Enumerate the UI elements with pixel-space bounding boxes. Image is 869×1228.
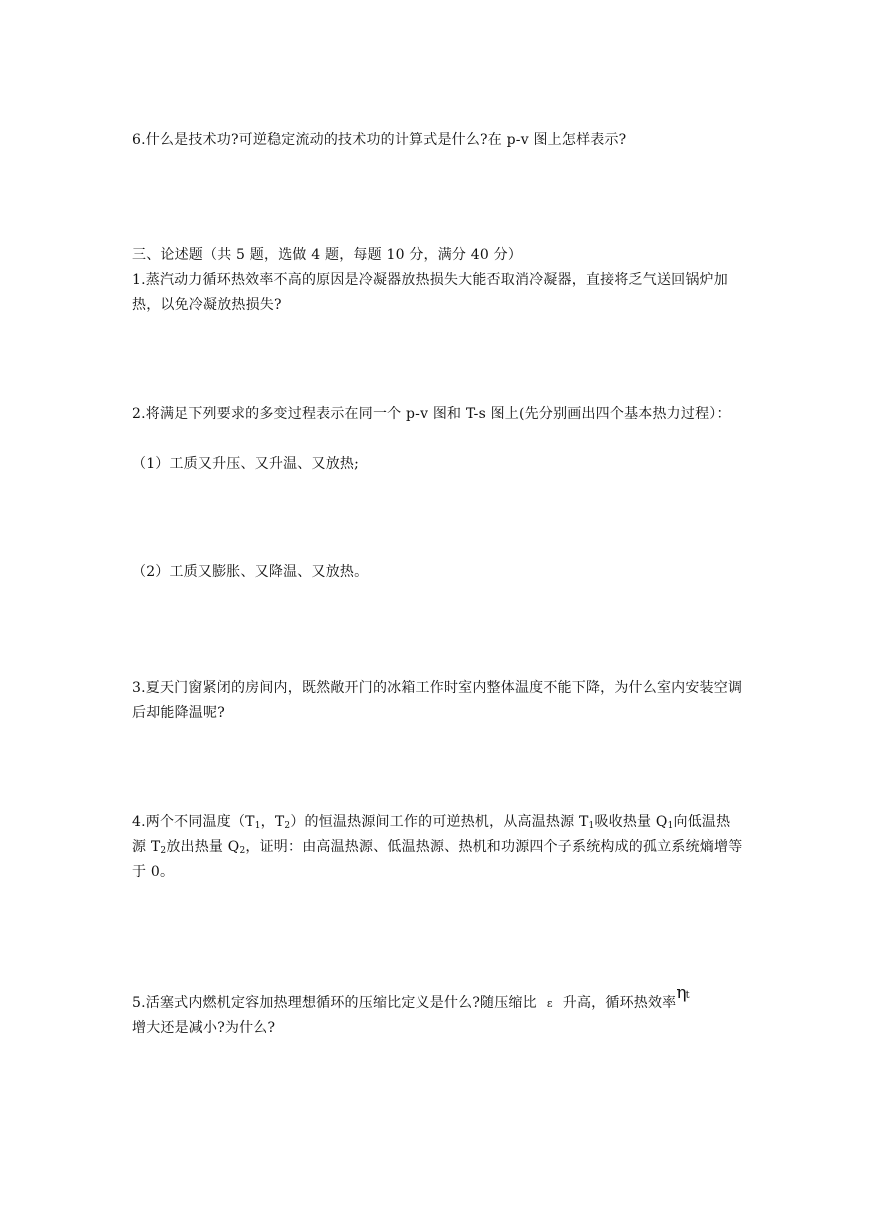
question-6: 6.什么是技术功?可逆稳定流动的技术功的计算式是什么?在 p-v 图上怎样表示? bbox=[132, 132, 627, 148]
essay-question-2-part-1: （1）工质又升压、又升温、又放热; bbox=[132, 456, 360, 472]
essay-question-2-intro: 2.将满足下列要求的多变过程表示在同一个 p-v 图和 T-s 图上(先分别画出四个基本热力过程）： bbox=[132, 406, 731, 422]
essay-question-1: 1.蒸汽动力循环热效率不高的原因是冷凝器放热损失大能否取消冷凝器，直接将乏气送回锅炉加热，以免冷凝放热损失? bbox=[132, 272, 728, 313]
epsilon-symbol: ε bbox=[546, 997, 553, 1010]
essay-question-5: 5.活塞式内燃机定容加热理想循环的压缩比定义是什么?随压缩比 ε 升高，循环热效率ηt 增大还是减小?为什么? bbox=[132, 983, 689, 1036]
section-3-title: 三、论述题（共 5 题，选做 4 题，每题 10 分，满分 40 分） bbox=[132, 247, 523, 263]
essay-question-2-part-2: （2）工质又膨胀、又降温、又放热。 bbox=[132, 564, 369, 580]
essay-question-4: 4.两个不同温度（$T_1$，$T_2$）的恒温热源间工作的可逆热机，从高温热源 $T_1$吸收热量 $Q_1$向低温热源 $T_2$放出热量 $Q_2$，证明：由高温热源、低温热源、热机和功源四个子系统构成的孤立系统熵增等于 0。 bbox=[132, 814, 743, 880]
eta-symbol: ηt bbox=[676, 983, 689, 1003]
essay-question-3: 3.夏天门窗紧闭的房间内，既然敞开门的冰箱工作时室内整体温度不能下降，为什么室内安装空调后却能降温呢? bbox=[132, 680, 743, 721]
